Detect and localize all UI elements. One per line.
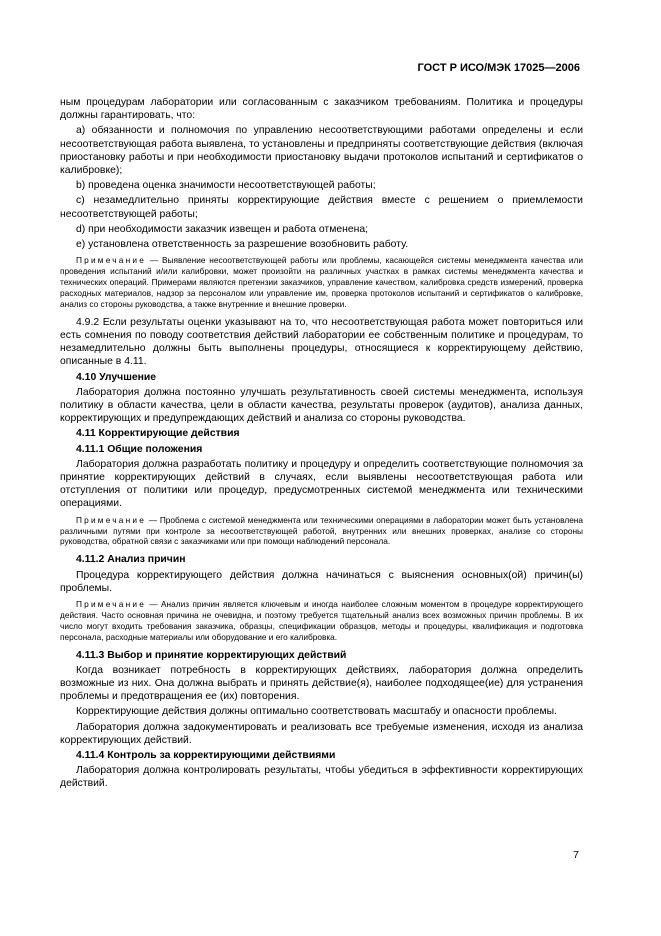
note xyxy=(60,515,583,548)
section-heading: 4.11.3 Выбор и принятие корректирующих действий xyxy=(76,649,347,661)
page-number: 7 xyxy=(573,849,579,861)
paragraph: c) незамедлительно приняты корректирующие действия вместе с решением о приемлемости несоответствующей работы; xyxy=(60,195,583,220)
section-heading: 4.11.1 Общие положения xyxy=(76,443,203,455)
paragraph: d) при необходимости заказчик извещен и работа отменена; xyxy=(76,223,369,235)
note-text: — Анализ причин является ключевым и иногда наиболее сложным моментом в процедуре корректирующего действия. Часто основная причина не очевидна, и поэтому требуется тщательный анализ всех возможных причин проблемы. В их число могут входить требования заказчика, образцы, спецификации образцов, методы и процедуры, квалификация и подготовка персонала, расходные материалы или оборудование и его калибровка. xyxy=(60,598,583,642)
paragraph: Процедура корректирующего действия должна начинаться с выяснения основных(ой) причин(ы) проблемы. xyxy=(60,569,583,594)
note-text: — Проблема с системой менеджмента или техническими операциями в лаборатории может быть установлена различными путями при контроле за несоответствующей работой, внутренних или внешних проверках, анализе со стороны руководства, обратной связи с заказчиками или при помощи наблюдений персонала. xyxy=(60,514,583,547)
note xyxy=(60,599,583,643)
paragraph: a) обязанности и полномочия по управлению несоответствующими работами определены и если несоответствующая работа выявлена, то установлены и предприняты соответствующие действия (включая приостановку работы и при необходимости приостановку выдачи протоколов испытаний и сертификатов о калибровке); xyxy=(60,125,583,177)
document-body xyxy=(60,96,583,793)
section-heading: 4.11.2 Анализ причин xyxy=(76,554,186,566)
note-label: Примечание xyxy=(76,514,147,525)
paragraph: Когда возникает потребность в корректирующих действиях, лаборатория должна определить возможные из них. Она должна выбрать и принять действие(я), наиболее подходящее(ие) для устранения проблемы и предотвращения ее (их) повторения. xyxy=(60,664,583,703)
paragraph: ным процедурам лаборатории или согласованным с заказчиком требованиям. Политика и процедуры должны гарантировать, что: xyxy=(60,97,583,122)
section-heading: 4.10 Улучшение xyxy=(76,371,157,383)
note-text: — Выявление несоответствующей работы или проблемы, касающейся системы менеджмента качества или проведения испытаний и/или калибровки, может произойти на различных участках в рамках системы менеджмента качества и технических операций. Примерами являются претензии заказчиков, управление качеством, калибровка средств измерений, проверка расходных материалов, надзор за персоналом или управление им, проверка протоколов испытаний и сертификатов о калибровке, анализ со стороны руководства, а также внутренние и внешние проверки. xyxy=(60,255,583,309)
paragraph: Лаборатория должна постоянно улучшать результативность своей системы менеджмента, используя политику в области качества, цели в области качества, результаты проверок (аудитов), анализа данных, корректирующих и предупреждающих действий и анализа со стороны руководства. xyxy=(60,386,583,425)
paragraph: Лаборатория должна контролировать результаты, чтобы убедиться в эффективности корректирующих действий. xyxy=(60,765,583,790)
paragraph: e) установлена ответственность за разрешение возобновить работу. xyxy=(76,239,409,251)
section-heading: 4.11 Корректирующие действия xyxy=(76,428,240,440)
paragraph: Корректирующие действия должны оптимально соответствовать масштабу и опасности проблемы. xyxy=(76,706,557,718)
paragraph: b) проведена оценка значимости несоответствующей работы; xyxy=(76,180,376,192)
paragraph: Лаборатория должна задокументировать и реализовать все требуемые изменения, исходя из анализа корректирующих действий. xyxy=(60,721,583,746)
note xyxy=(60,255,583,310)
section-heading: 4.11.4 Контроль за корректирующими действиями xyxy=(76,749,336,761)
note-label: Примечание xyxy=(76,598,147,609)
paragraph: Лаборатория должна разработать политику и процедуру и определить соответствующие полномочия за принятие корректирующих действий в случаях, если выявлены несоответствующая работа или отступления от политики или процедур, предусмотренных системой менеджмента или техническими операциями. xyxy=(60,458,583,510)
paragraph: 4.9.2 Если результаты оценки указывают на то, что несоответствующая работа может повториться или есть сомнения по поводу соответствия действий лаборатории ее собственным политике и процедурам, то незамедлительно должны быть выполнены процедуры, относящиеся к корректирующему действию, описанные в 4.11. xyxy=(60,316,583,368)
note-label: Примечание xyxy=(76,255,147,266)
document-header: ГОСТ Р ИСО/МЭК 17025—2006 xyxy=(417,62,580,74)
